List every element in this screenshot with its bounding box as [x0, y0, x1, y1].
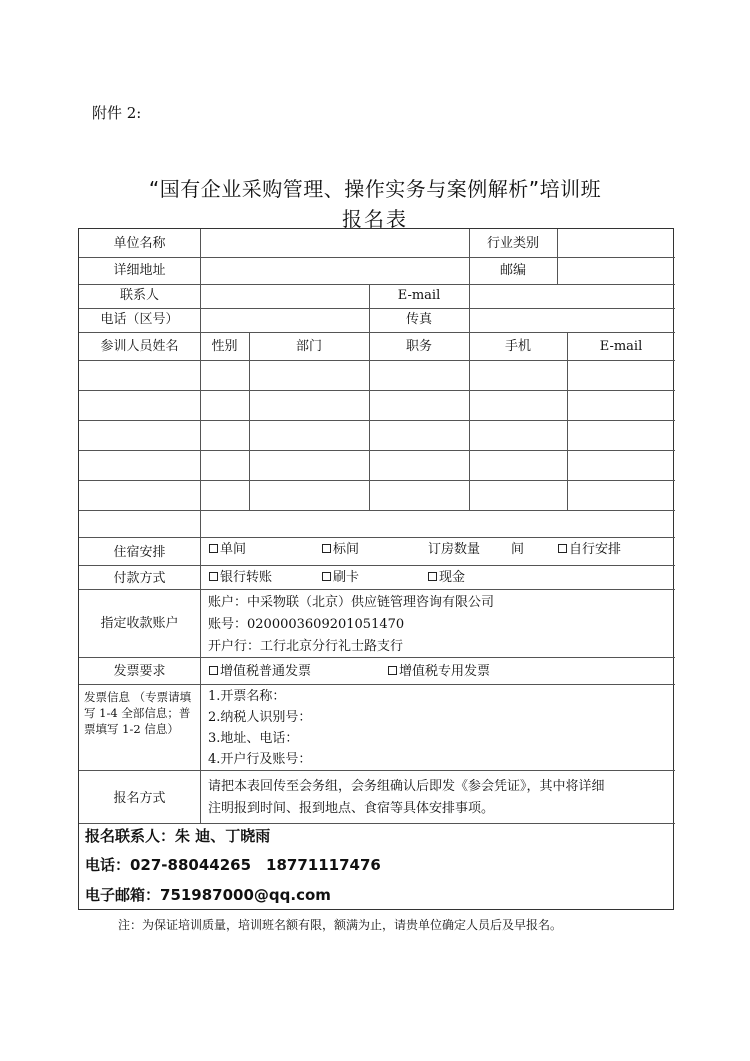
account-label: 指定收款账户 — [100, 616, 179, 631]
mobile-header: 手机 — [504, 339, 531, 354]
registration-line-2: 注明报到时间、报到地点、食宿等具体安排事项。 — [208, 801, 495, 816]
contact-phone: 电话：027-88044265 18771117476 — [85, 856, 381, 874]
checkbox-icon[interactable] — [209, 544, 218, 553]
postcode-label: 邮编 — [499, 263, 526, 278]
gender-header: 性别 — [211, 339, 238, 354]
account-number: 账号：0200003609201051470 — [208, 617, 405, 632]
invoice-requirement-label: 发票要求 — [113, 664, 166, 679]
normal-invoice-option[interactable]: 增值税普通发票 — [209, 664, 311, 679]
registration-form — [78, 228, 674, 910]
contact-label: 联系人 — [119, 288, 159, 303]
unit-name-label: 单位名称 — [113, 236, 166, 251]
fax-label: 传真 — [405, 312, 432, 327]
invoice-item-3: 3.地址、电话： — [208, 731, 299, 746]
checkbox-icon[interactable] — [322, 544, 331, 553]
registration-line-1: 请把本表回传至会务组，会务组确认后即发《参会凭证》，其中将详细 — [208, 779, 605, 794]
invoice-info-label: 发票信息 （专票请填写 1-4 全部信息；普票填写 1-2 信息） — [84, 690, 192, 736]
phone-label: 电话（区号） — [100, 312, 179, 327]
checkbox-icon[interactable] — [428, 572, 437, 581]
department-header: 部门 — [295, 339, 322, 354]
address-label: 详细地址 — [113, 263, 166, 278]
invoice-item-1: 1.开票名称： — [208, 689, 286, 704]
accommodation-label: 住宿安排 — [113, 545, 166, 560]
checkbox-icon[interactable] — [558, 544, 567, 553]
account-bank: 开户行：工行北京分行礼士路支行 — [208, 639, 404, 654]
payment-label: 付款方式 — [113, 571, 166, 586]
position-header: 职务 — [405, 339, 432, 354]
checkbox-icon[interactable] — [209, 666, 218, 675]
invoice-item-4: 4.开户行及账号： — [208, 752, 312, 767]
contact-email: 电子邮箱：751987000@qq.com — [85, 886, 331, 904]
form-subtitle: 报名表 — [342, 207, 408, 231]
self-arrange-option[interactable]: 自行安排 — [558, 542, 621, 557]
attachment-label: 附件 2: — [92, 104, 142, 122]
room-unit-label: 间 — [511, 542, 525, 557]
checkbox-icon[interactable] — [388, 666, 397, 675]
contact-people: 报名联系人：朱 迪、丁晓雨 — [85, 827, 271, 845]
participant-name-header: 参训人员姓名 — [100, 339, 179, 354]
card-option[interactable]: 刷卡 — [322, 570, 359, 585]
checkbox-icon[interactable] — [209, 572, 218, 581]
industry-label: 行业类别 — [486, 236, 539, 251]
room-count-label: 订房数量 — [428, 542, 481, 557]
invoice-item-2: 2.纳税人识别号： — [208, 710, 312, 725]
footnote: 注：为保证培训质量，培训班名额有限，额满为止，请贵单位确定人员后及早报名。 — [118, 918, 563, 932]
participant-email-header: E-mail — [599, 339, 643, 354]
form-title: “国有企业采购管理、操作实务与案例解析”培训班 — [148, 177, 602, 201]
cash-option[interactable]: 现金 — [428, 570, 465, 585]
standard-room-option[interactable]: 标间 — [322, 542, 359, 557]
registration-method-label: 报名方式 — [113, 791, 166, 806]
account-holder: 账户：中采物联（北京）供应链管理咨询有限公司 — [208, 595, 495, 610]
checkbox-icon[interactable] — [322, 572, 331, 581]
special-invoice-option[interactable]: 增值税专用发票 — [388, 664, 490, 679]
bank-transfer-option[interactable]: 银行转账 — [209, 570, 272, 585]
email-label: E-mail — [397, 288, 441, 303]
single-room-option[interactable]: 单间 — [209, 542, 246, 557]
